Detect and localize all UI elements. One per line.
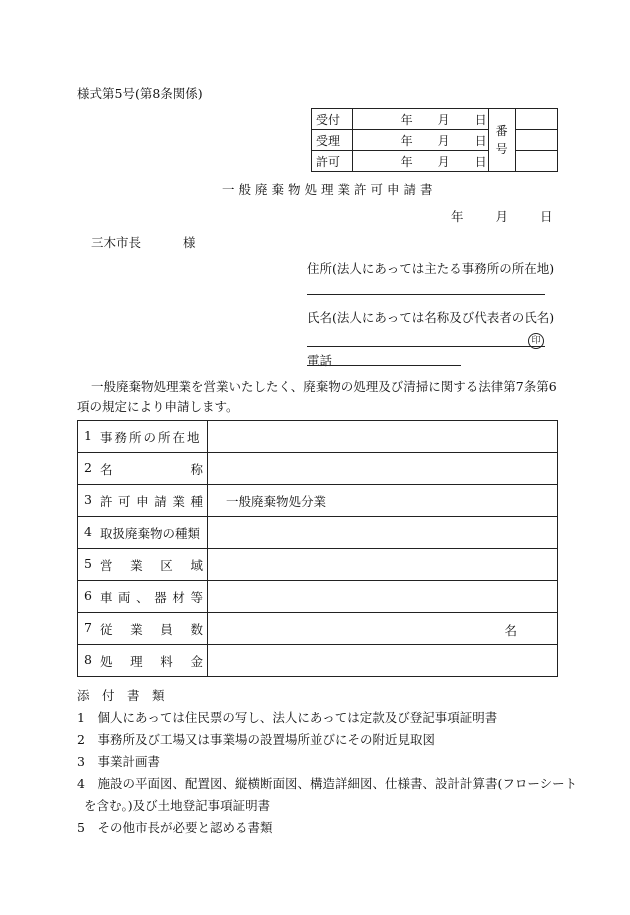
field-value[interactable] [208,613,558,645]
attachments-heading: 添 付 書 類 [77,688,165,703]
field-label [78,581,208,613]
field-value[interactable] [208,645,558,677]
field-name: 車両、器材等 [99,589,203,605]
field-no: 6 [84,587,92,603]
table-row [78,485,558,517]
date-year: 年 [451,209,464,224]
field-label [78,485,208,517]
field-name: 事務所の所在地 [99,429,202,445]
field-value[interactable] [208,453,558,485]
day-mark: 日 [474,113,487,127]
attachment-item: 1 個人にあっては住民票の写し、法人にあっては定款及び登記事項証明書 [77,710,498,725]
field-name: 取扱廃棄物の種類 [99,525,200,541]
field-no: 4 [84,523,92,539]
field-no: 3 [84,491,92,507]
field-label [78,645,208,677]
receipt-date[interactable] [352,130,488,151]
table-row [78,581,558,613]
field-value[interactable] [208,549,558,581]
field-no: 2 [84,459,92,475]
phone-label: 電話 [307,353,333,368]
field-label [78,613,208,645]
table-row [78,453,558,485]
date-line [451,207,553,225]
table-row [78,645,558,677]
attachment-item: 3 事業計画書 [77,754,160,769]
table-row [78,613,558,645]
receipt-label: 受付 [312,109,353,130]
page-title: 一般廃棄物処理業許可申請書 [222,182,437,197]
field-value[interactable] [208,421,558,453]
field-no: 8 [84,651,92,667]
receipt-row [312,109,558,130]
receipt-date[interactable] [352,109,488,130]
phone-line[interactable] [307,353,461,366]
attachment-item: 5 その他市長が必要と認める書類 [77,820,273,835]
day-mark: 日 [474,134,487,148]
seal-icon: 印 [528,333,544,349]
month-mark: 月 [437,155,450,169]
attachment-item: 2 事務所及び工場又は事業場の設置場所並びにその附近見取図 [77,732,435,747]
number-cell[interactable] [515,151,557,172]
form-number: 様式第5号(第8条関係) [77,86,203,101]
application-table [77,420,558,677]
field-name: 許可申請業種 [99,493,203,509]
table-row [78,549,558,581]
field-no: 5 [84,555,92,571]
month-mark: 月 [437,113,450,127]
field-name: 名 称 [99,461,203,477]
month-mark: 月 [437,134,450,148]
table-row [78,421,558,453]
receipt-label: 許可 [312,151,353,172]
receipt-table [311,108,558,172]
table-row [78,517,558,549]
year-mark: 年 [400,155,413,169]
body-text: 一般廃棄物処理業を営業いたしたく、廃棄物の処理及び清掃に関する法律第7条第6項の規定により申請します。 [77,379,557,414]
date-month: 月 [495,209,509,224]
name-label: 氏名(法人にあっては名称及び代表者の氏名) [307,310,555,325]
field-no: 1 [84,427,92,443]
field-name: 従業員数 [99,621,203,637]
addressee-name: 三木市長 [91,235,142,250]
field-label [78,549,208,581]
address-line[interactable] [307,280,545,295]
field-name: 処理料金 [99,653,203,669]
receipt-row [312,151,558,172]
date-day: 日 [540,209,553,224]
year-mark: 年 [400,113,413,127]
field-label [78,453,208,485]
receipt-date[interactable] [352,151,488,172]
field-label [78,421,208,453]
name-line[interactable] [307,330,545,347]
attachment-item: を含む。)及び土地登記事項証明書 [84,798,271,813]
number-label: 番 号 [488,109,515,172]
receipt-label: 受理 [312,130,353,151]
field-name: 営業区域 [99,557,203,573]
year-mark: 年 [400,134,413,148]
attachment-item: 4 施設の平面図、配置図、縦横断面図、構造詳細図、仕様書、設計計算書(フローシート [77,776,578,791]
day-mark: 日 [474,155,487,169]
address-label: 住所(法人にあっては主たる事務所の所在地) [307,261,555,276]
unit-label: 名 [504,623,517,638]
number-cell[interactable] [515,109,557,130]
field-label [78,517,208,549]
field-value[interactable] [208,581,558,613]
addressee-honorific: 様 [183,235,196,250]
receipt-row [312,130,558,151]
field-no: 7 [84,619,92,635]
number-cell[interactable] [515,130,557,151]
field-value[interactable] [208,517,558,549]
field-value[interactable]: 一般廃棄物処分業 [208,485,558,517]
